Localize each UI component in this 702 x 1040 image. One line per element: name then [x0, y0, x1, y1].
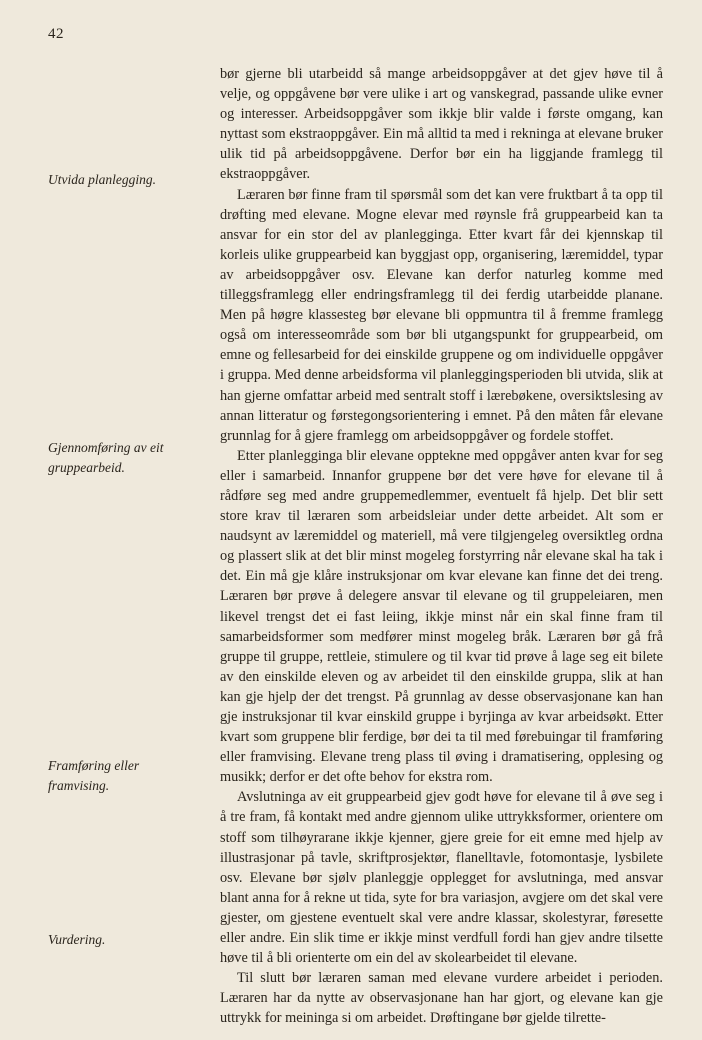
paragraph: Til slutt bør læraren saman med elevane vurdere arbeidet i perioden. Læraren har da nytte av observasjonane han har gjort, og elevane kan gje uttrykk for meininga si om arbeidet. Drøftingane bør gjelde tilrette-	[220, 970, 663, 1027]
margin-note-framforing: Framføring eller framvising.	[48, 758, 140, 793]
margin-note-vurdering: Vurdering.	[48, 932, 106, 947]
margin-note-utvida-planlegging: Utvida planlegging.	[48, 172, 156, 187]
margin-note-gjennomforing: Gjennomføring av eit gruppearbeid.	[48, 440, 164, 475]
body-text	[220, 64, 663, 1029]
paragraph: bør gjerne bli utarbeidd så mange arbeidsoppgåver at det gjev høve til å velje, og oppgåvene bør vere ulike i art og vanskegrad, passande ulike evner og interesser. Arbeidsoppgåver som ikkje blir valde i første omgang, kan nyttast som ekstraoppgåver. Ein må alltid ta med i rekninga at elevane bruker ulik tid på arbeidsoppgåvene. Derfor bør ein ha liggjande framlegg til ekstraoppgåver.	[220, 66, 663, 183]
paragraph: Avslutninga av eit gruppearbeid gjev godt høve for elevane til å øve seg i å tre fram, få kontakt med andre gjennom ulike uttrykksformer, orientere om stoff som tilhøyrarane ikkje kjenner, gjere greie for eit emne med hjelp av illustrasjonar på tavle, skriftprosjektør, flanelltavle, fotomontasje, lysbilete osv. Elevane bør sjølv planleggje opplegget for avslutninga, med ansvar blant anna for å rekne ut tida, syte for bra variasjon, avgjere om det skal vere gjester, om gjestene eventuelt skal vere andre klassar, skolestyrar, føresette eller andre. Ein slik time er ikkje minst verdfull fordi han gjev andre tilsette høve til å bli orienterte om ein del av skolearbeidet til elevane.	[220, 789, 663, 967]
page-number: 42	[48, 26, 64, 42]
paragraph: Læraren bør finne fram til spørsmål som det kan vere fruktbart å ta opp til drøfting med elevane. Mogne elevar med røynsle frå gruppearbeid kan ta ansvar for ein stor del av planlegginga. Etter kvart får dei kjennskap til korleis ulike gruppearbeid kan byggjast opp, organisering, læremiddel, typar av arbeidsoppgåver osv. Elevane kan derfor naturleg komme med tilleggsframlegg eller endringsframlegg til dei ferdig utarbeidde planane. Men på høgre klassesteg bør elevane bli oppmuntra til å fremme framlegg også om interesseområde som bør bli utgangspunkt for gruppearbeid, om emne og fellesarbeid for dei einskilde gruppene og om individuelle oppgåver i gruppa. Med denne arbeidsforma vil planleggingsperioden bli utvida, slik at han gjerne omfattar arbeid med sentralt stoff i lærebøkene, oversiktslesing av annan litteratur og førstegongsorientering i emnet. På den måten får elevane grunnlag for å gjere framlegg om arbeidsoppgåver og fordele stoffet.	[220, 186, 663, 444]
paragraph: Etter planlegginga blir elevane opptekne med oppgåver anten kvar for seg eller i samarbeid. Innanfor gruppene bør det vere høve for elevane til å rådføre seg med andre gruppemedlemmer, eventuelt få hjelp. Det blir sett store krav til læraren som arbeidsleiar under dette arbeidet. Alt som er naudsynt av læremiddel og materiell, må vere tilgjengeleg oversiktleg ordna og plassert slik at det blir minst mogeleg forstyrring når elevane skal ha tak i det. Ein må gje klåre instruksjonar om kvar elevane kan finne det dei treng. Læraren bør prøve å delegere ansvar til elevane og til gruppeleiaren, men likevel trengst det ei fast leiing, ikkje minst når ein skal finne fram til samarbeidsformer som medfører minst mogeleg bråk. Læraren bør gå frå gruppe til gruppe, rettleie, stimulere og til kvar tid prøve å lage seg eit bilete av den einskilde eleven og av arbeidet til den einskilde gruppa, slik at han kan gje hjelp der det trengst. På grunnlag av desse observasjonane kan han gje instruksjonar til kvar einskild gruppe i byrjinga av kvar arbeidsøkt. Etter kvart som gruppene blir ferdige, bør dei ta til med førebuingar til framføring eller framvising. Elevane treng plass til øving i dramatisering, opplesing og musikk; derfor er det ofte behov for ekstra rom.	[220, 447, 663, 786]
